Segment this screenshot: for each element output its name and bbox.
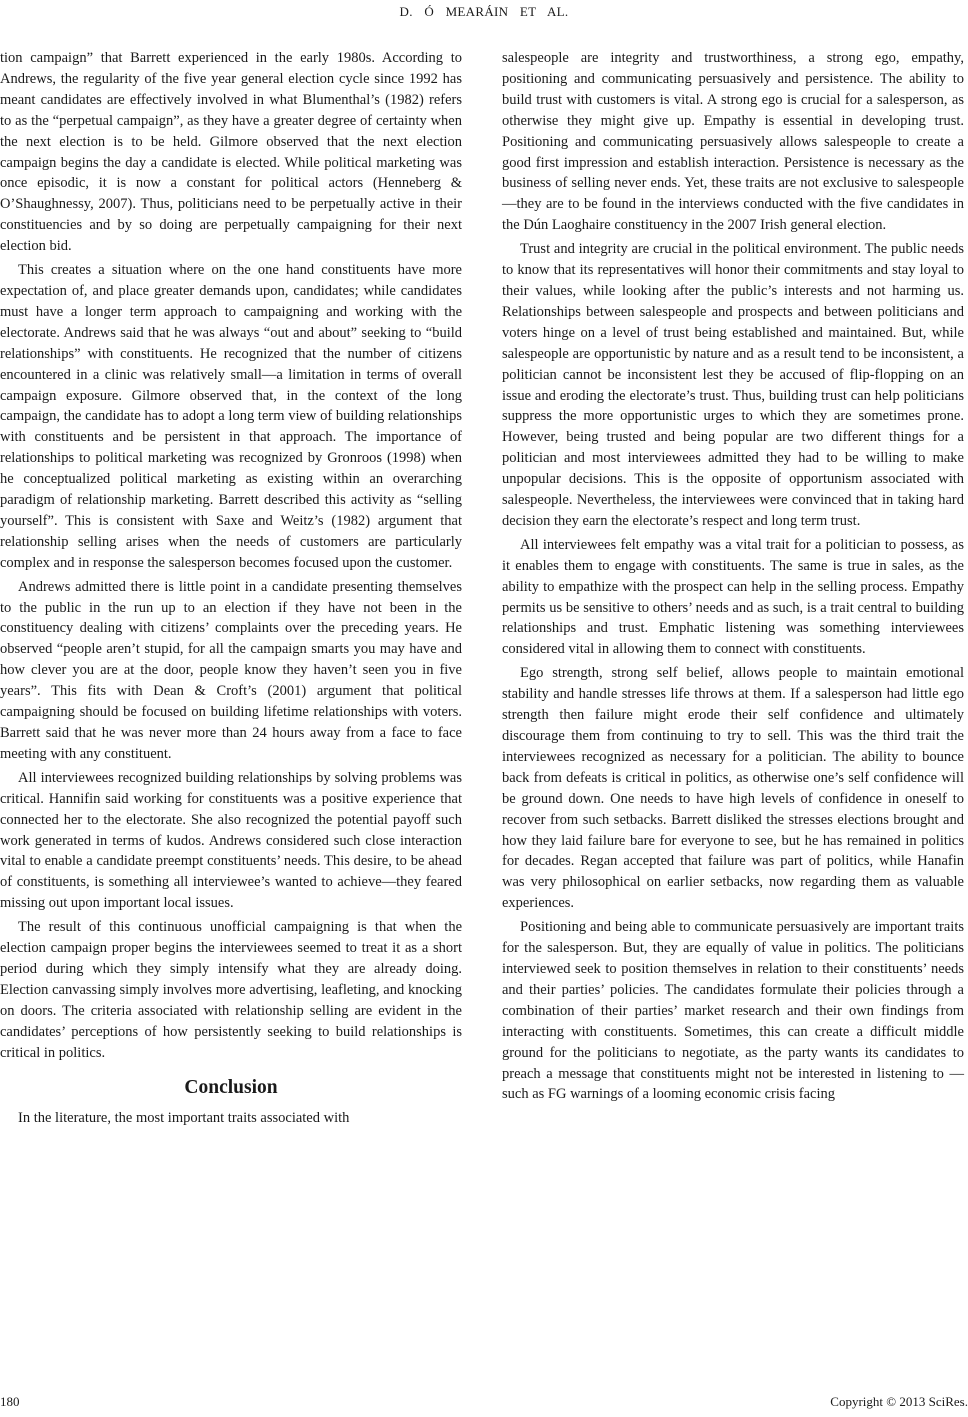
body-paragraph: salespeople are integrity and trustworthiness, a strong ego, empathy, positioning and communicating persuasively and persistence. The ability to build trust with customers is vital. A strong ego is crucial for a salesperson, as otherwise they might give up. Empathy is essential in developing trust. Positioning and communicating persuasively allows salespeople to create a good first impression and establish interaction. Persistence is necessary as the business of selling never ends. Yet, these traits are not exclusive to salespeople—they are to be found in the interviews conducted with the five candidates in the Dún Laoghaire constituency in the 2007 Irish general election. [502,50,964,234]
body-paragraph: In the literature, the most important traits associated with [18,1110,350,1127]
left-column [0,48,462,1129]
body-paragraph: All interviewees felt empathy was a vital trait for a politician to possess, as it enables them to engage with constituents. The same is true in sales, as the ability to empathize with the prospect can help in the selling process. Empathy permits us be sensitive to others’ needs and as such, is a trait central to building relationships and trust. Emphatic listening was something interviewees considered vital in allowing them to connect with constituents. [502,536,964,658]
body-paragraph: Positioning and being able to communicate persuasively are important traits for the salesperson. But, they are equally of value in politics. The politicians interviewed seek to position themselves in relation to their constituents’ needs and their parties’ policies. The candidates formulate their policies through a combination of their parties’ market research and their own findings from interacting with constituents. Sometimes, this can create a difficult middle ground for the politicians to negotiate, as the party wants its candidates to preach a message that constituents might not be interested in listening to —such as FG warnings of a looming economic crisis facing [502,919,964,1103]
body-paragraph: Trust and integrity are crucial in the political environment. The public needs to know that its representatives will honor their commitments and stay loyal to their values, while looking after the public’s interests and not harming us. Relationships between salespeople and prospects and between politicians and voters hinge on a level of trust being established and maintained. But, while salespeople are opportunistic by nature and as a result tend to be inconsistent, a politician cannot be inconsistent lest they be accused of flip-flopping on an issue and eroding the electorate’s trust. Thus, building trust can help politicians suppress the more opportunistic urges to which they are sometimes prone. However, being trusted and being popular are two different things for a politician and most interviewees admitted they had to be willing to make unpopular decisions. This is the opposite of opportunism associated with salespeople. Nevertheless, the interviewees were convinced that in taking hard decision they earn the electorate’s respect and long term trust. [502,241,964,529]
body-paragraph: The result of this continuous unofficial campaigning is that when the election campaign proper begins the interviewees seemed to treat it as a short period during which they simply intensify what they are already doing. Election canvassing simply involves more advertising, leafleting, and knocking on doors. The criteria associated with relationship selling are evident in the candidates’ perceptions of how persistently seeking to build relationships is critical in politics. [0,919,462,1061]
body-paragraph: All interviewees recognized building relationships by solving problems was critical. Hannifin said working for constituents was a positive experience that connected her to the electorate. She also recognized the potential payoff such work generated in terms of kudos. Andrews considered such close interaction vital to enable a candidate preempt constituents’ needs. This desire, to be ahead of constituents, is something all interviewee’s wanted to achieve—they feared missing out upon important local issues. [0,769,462,912]
page-number: 180 [0,1394,20,1409]
body-paragraph: This creates a situation where on the one hand constituents have more expectation of, and place greater demands upon, candidates; while candidates must have a longer term approach to campaigning and working with the electorate. Andrews said that he was always “out and about” seeking to “build relationships” with constituents. He recognized that the number of citizens encountered in a clinic was relatively small—a limitation in terms of overall campaign exposure. Gilmore observed that, in the context of the long campaign, the candidate has to adopt a long term view of building relationships with constituents and be persistent in that approach. The importance of relationships to political marketing was recognized by Gronroos (1998) when he conceptualized political marketing as existing within an overarching paradigm of relationship marketing. Barrett described this activity as “selling yourself”. This is consistent with Saxe and Weitz’s (1982) argument that relationship selling arises when the needs of customers are particularly complex and in response the salesperson becomes focused upon the customer. [0,262,462,571]
section-heading: Conclusion [184,1076,278,1098]
right-column [502,48,964,1105]
copyright-notice: Copyright © 2013 SciRes. [830,1394,968,1409]
body-paragraph: Ego strength, strong self belief, allows people to maintain emotional stability and handle stresses life throws at them. If a salesperson had little ego strength then failure might erode their self confidence and ultimately discourage them from continuing to try to sell. This was the third trait the interviewees recognized as necessary for a politician. The ability to bounce back from defeats is critical in politics, as otherwise one’s self confidence will be ground down. One needs to have high levels of confidence in oneself to recover from such setbacks. Barrett disliked the stresses elections brought and how they laid failure bare for everyone to see, but he has remained in politics for decades. Regan accepted that failure was part of politics, while Hanafin was very philosophical on earlier setbacks, now regarding them as valuable experiences. [502,665,964,912]
body-paragraph: tion campaign” that Barrett experienced in the early 1980s. According to Andrews, the regularity of the five year general election cycle since 1992 has meant candidates are effectively involved in what Blumenthal’s (1982) refers to as the “perpetual campaign”, as they have a greater degree of certainty when the next election is to be held. Gilmore observed that the next election campaign begins the day a candidate is elected. While political marketing was once episodic, it is now a constant for political actors (Henneberg & O’Shaughnessy, 2007). Thus, politicians need to be perpetually active in their constituencies and by so doing are perpetually campaigning for their next election bid. [0,50,462,255]
running-head: D. Ó MEARÁIN ET AL. [399,4,569,19]
body-paragraph: Andrews admitted there is little point in a candidate presenting themselves to the public in the run up to an election if they have not been in the constituency dealing with citizens’ complaints over the preceding years. He observed “people aren’t stupid, for all the campaign smarts you may have and how clever you are at the door, people know they haven’t seen you in five years”. This fits with Dean & Croft’s (2001) argument that political campaigning should be focused on building lifetime relationships with voters. Barrett said that he was never more than 24 hours away from a face to face meeting with any constituent. [0,578,462,762]
